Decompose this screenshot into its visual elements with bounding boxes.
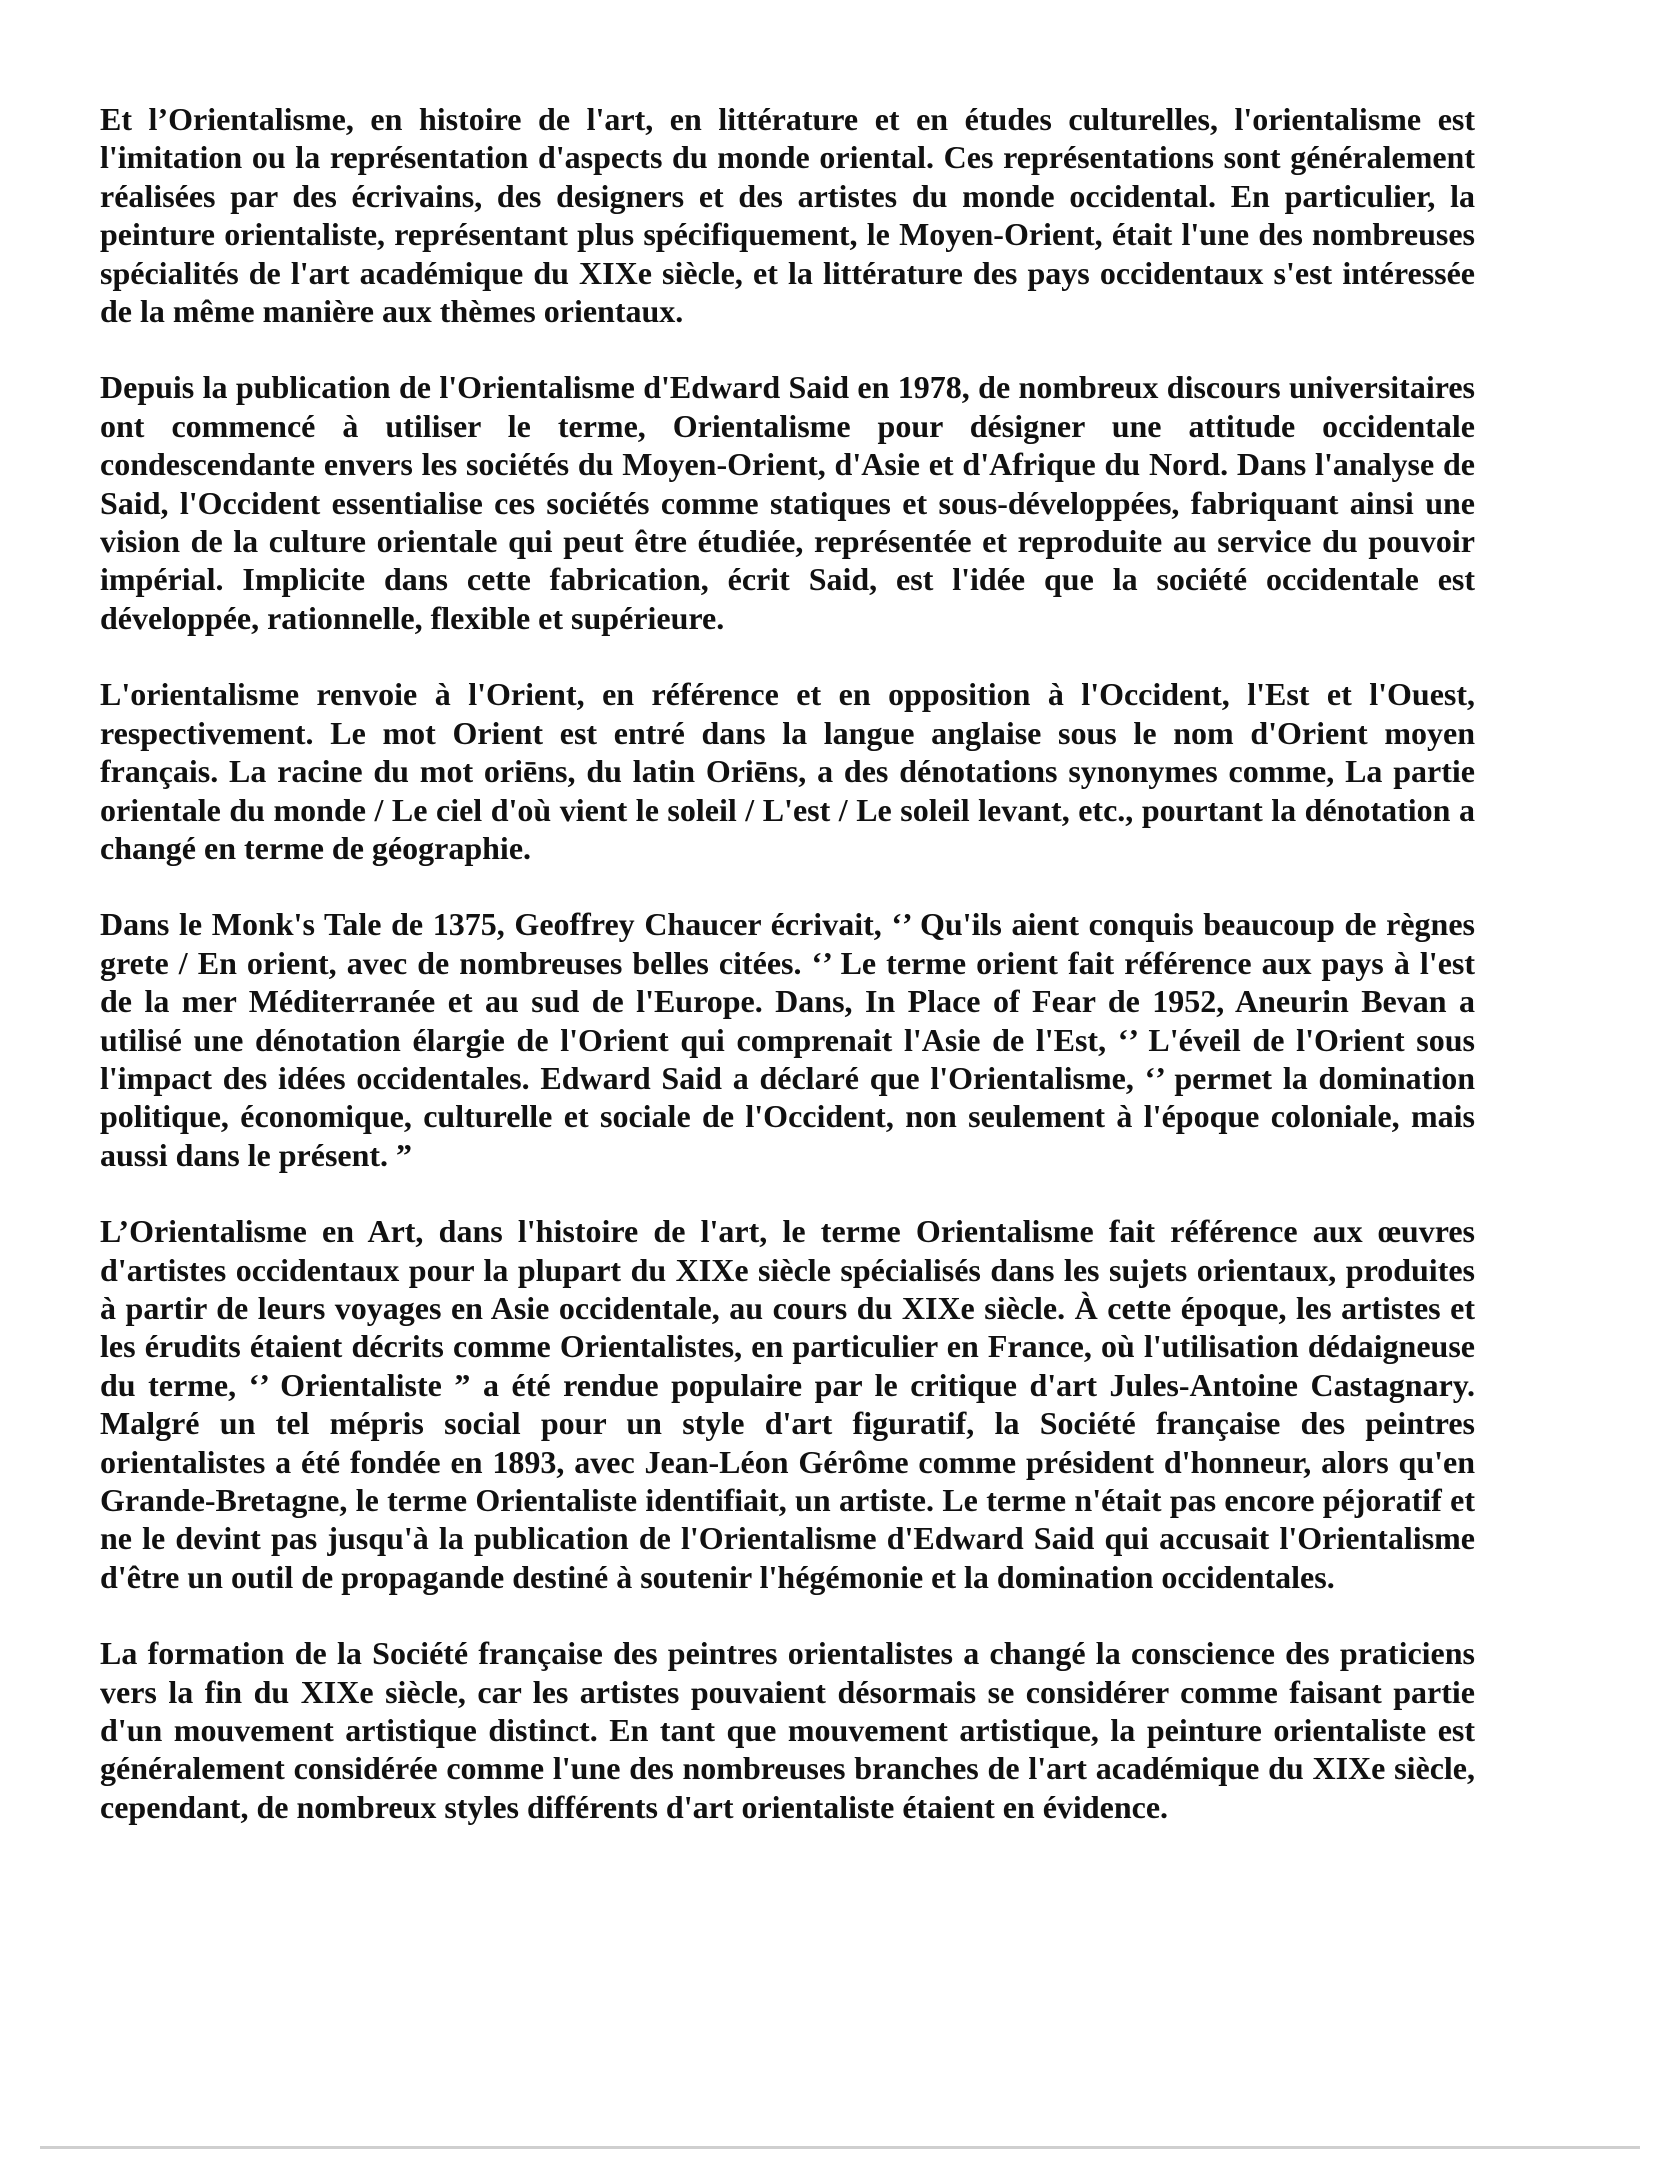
paragraph-3: L'orientalisme renvoie à l'Orient, en référence et en opposition à l'Occident, l'Est et l'Ouest, respectivement. Le mot Orient est entré dans la langue anglaise sous le nom d'Orient moyen français. La racine du mot oriēns, du latin Oriēns, a des dénotations synonymes comme, La partie orientale du monde / Le ciel d'où vient le soleil / L'est / Le soleil levant, etc., pourtant la dénotation a changé en terme de géographie. — [100, 676, 1475, 866]
paragraph-4: Dans le Monk's Tale de 1375, Geoffrey Chaucer écrivait, ‘’ Qu'ils aient conquis beaucoup de règnes grete / En orient, avec de nombreuses belles citées. ‘’ Le terme orient fait référence aux pays à l'est de la mer Méditerranée et au sud de l'Europe. Dans, In Place of Fear de 1952, Aneurin Bevan a utilisé une dénotation élargie de l'Orient qui comprenait l'Asie de l'Est, ‘’ L'éveil de l'Orient sous l'impact des idées occidentales. Edward Said a déclaré que l'Orientalisme, ‘’ permet la domination politique, économique, culturelle et sociale de l'Occident, non seulement à l'époque coloniale, mais aussi dans le présent. ” — [100, 906, 1475, 1173]
scan-edge-line — [40, 2146, 1640, 2149]
paragraph-1: Et l’Orientalisme, en histoire de l'art, en littérature et en études culturelles, l'orientalisme est l'imitation ou la représentation d'aspects du monde oriental. Ces représentations sont généralement réalisées par des écrivains, des designers et des artistes du monde occidental. En particulier, la peinture orientaliste, représentant plus spécifiquement, le Moyen-Orient, était l'une des nombreuses spécialités de l'art académique du XIXe siècle, et la littérature des pays occidentaux s'est intéressée de la même manière aux thèmes orientaux. — [100, 101, 1475, 330]
paragraph-5: L’Orientalisme en Art, dans l'histoire de l'art, le terme Orientalisme fait référence aux œuvres d'artistes occidentaux pour la plupart du XIXe siècle spécialisés dans les sujets orientaux, produites à partir de leurs voyages en Asie occidentale, au cours du XIXe siècle. À cette époque, les artistes et les érudits étaient décrits comme Orientalistes, en particulier en France, où l'utilisation dédaigneuse du terme, ‘’ Orientaliste ” a été rendue populaire par le critique d'art Jules-Antoine Castagnary. Malgré un tel mépris social pour un style d'art figuratif, la Société française des peintres orientalistes a été fondée en 1893, avec Jean-Léon Gérôme comme président d'honneur, alors qu'en Grande-Bretagne, le terme Orientaliste identifiait, un artiste. Le terme n'était pas encore péjoratif et ne le devint pas jusqu'à la publication de l'Orientalisme d'Edward Said qui accusait l'Orientalisme d'être un outil de propagande destiné à soutenir l'hégémonie et la domination occidentales. — [100, 1213, 1475, 1595]
document-body — [100, 100, 1475, 1864]
paragraph-6: La formation de la Société française des peintres orientalistes a changé la conscience des praticiens vers la fin du XIXe siècle, car les artistes pouvaient désormais se considérer comme faisant partie d'un mouvement artistique distinct. En tant que mouvement artistique, la peinture orientaliste est généralement considérée comme l'une des nombreuses branches de l'art académique du XIXe siècle, cependant, de nombreux styles différents d'art orientaliste étaient en évidence. — [100, 1635, 1475, 1825]
paragraph-2: Depuis la publication de l'Orientalisme d'Edward Said en 1978, de nombreux discours universitaires ont commencé à utiliser le terme, Orientalisme pour désigner une attitude occidentale condescendante envers les sociétés du Moyen-Orient, d'Asie et d'Afrique du Nord. Dans l'analyse de Said, l'Occident essentialise ces sociétés comme statiques et sous-développées, fabriquant ainsi une vision de la culture orientale qui peut être étudiée, représentée et reproduite au service du pouvoir impérial. Implicite dans cette fabrication, écrit Said, est l'idée que la société occidentale est développée, rationnelle, flexible et supérieure. — [100, 369, 1475, 636]
